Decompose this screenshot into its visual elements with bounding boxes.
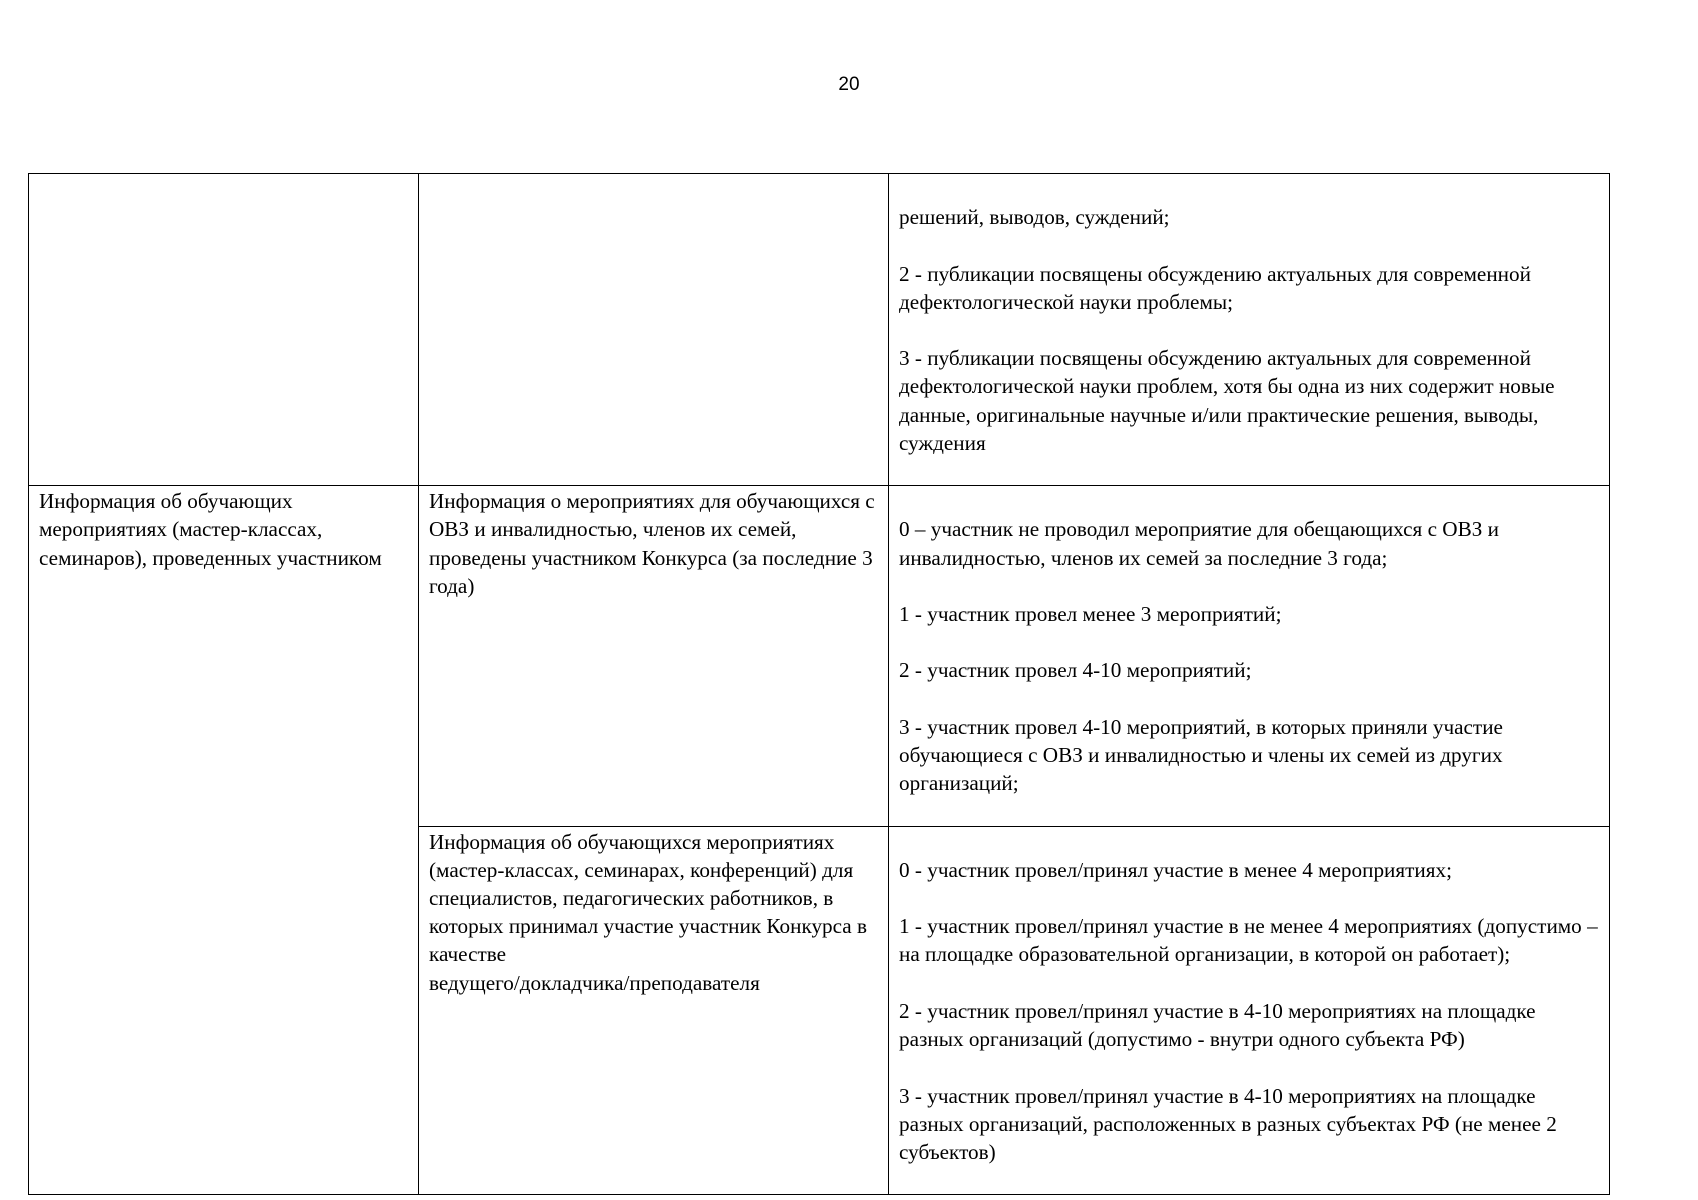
scale-cell — [889, 826, 1610, 1195]
scale-line: 2 - публикации посвящены обсуждению актуальных для современной дефектологической науки проблемы; — [899, 261, 1531, 314]
criterion-cell: Информация об обучающих мероприятиях (мастер-классах, семинаров), проведенных участником — [29, 486, 419, 1195]
table-row — [29, 486, 1610, 826]
table-row — [29, 174, 1610, 486]
scale-cell — [889, 486, 1610, 826]
indicator-cell: Информация об обучающихся мероприятиях (мастер-классах, семинарах, конференций) для специалистов, педагогических работников, в которых принимал участие участник Конкурса в качестве ведущего/докладчика/преподавателя — [419, 826, 889, 1195]
scale-line: 3 - участник провел 4-10 мероприятий, в которых приняли участие обучающиеся с ОВЗ и инвалидностью и члены их семей из других организаций; — [899, 714, 1503, 796]
indicator-cell — [419, 174, 889, 486]
scale-line: 2 - участник провел 4-10 мероприятий; — [899, 658, 1252, 683]
scale-cell — [889, 174, 1610, 486]
scale-line: 3 - публикации посвящены обсуждению актуальных для современной дефектологической науки проблем, хотя бы одна из них содержит новые данные, оригинальные научные и/или практические решения, выводы, суждения — [899, 346, 1555, 455]
criterion-cell — [29, 174, 419, 486]
scale-line: 2 - участник провел/принял участие в 4-10 мероприятиях на площадке разных организаций (допустимо - внутри одного субъекта РФ) — [899, 998, 1536, 1052]
scale-line: 0 – участник не проводил мероприятие для обещающихся с ОВЗ и инвалидностью, членов их семей за последние 3 года; — [899, 517, 1499, 570]
indicator-cell: Информация о мероприятиях для обучающихся с ОВЗ и инвалидностью, членов их семей, проведены участником Конкурса (за последние 3 года) — [419, 486, 889, 826]
scale-line: решений, выводов, суждений; — [899, 205, 1170, 230]
scale-line: 0 - участник провел/принял участие в менее 4 мероприятиях; — [899, 857, 1452, 882]
scale-line: 3 - участник провел/принял участие в 4-10 мероприятиях на площадке разных организаций, расположенных в разных субъектах РФ (не менее 2 субъектов) — [899, 1083, 1557, 1164]
page-number: 20 — [838, 74, 860, 95]
scale-line: 1 - участник провел/принял участие в не менее 4 мероприятиях (допустимо – на площадке образовательной организации, в которой он работает); — [899, 914, 1598, 967]
scale-line: 1 - участник провел менее 3 мероприятий; — [899, 602, 1282, 627]
criteria-table — [28, 173, 1610, 1195]
